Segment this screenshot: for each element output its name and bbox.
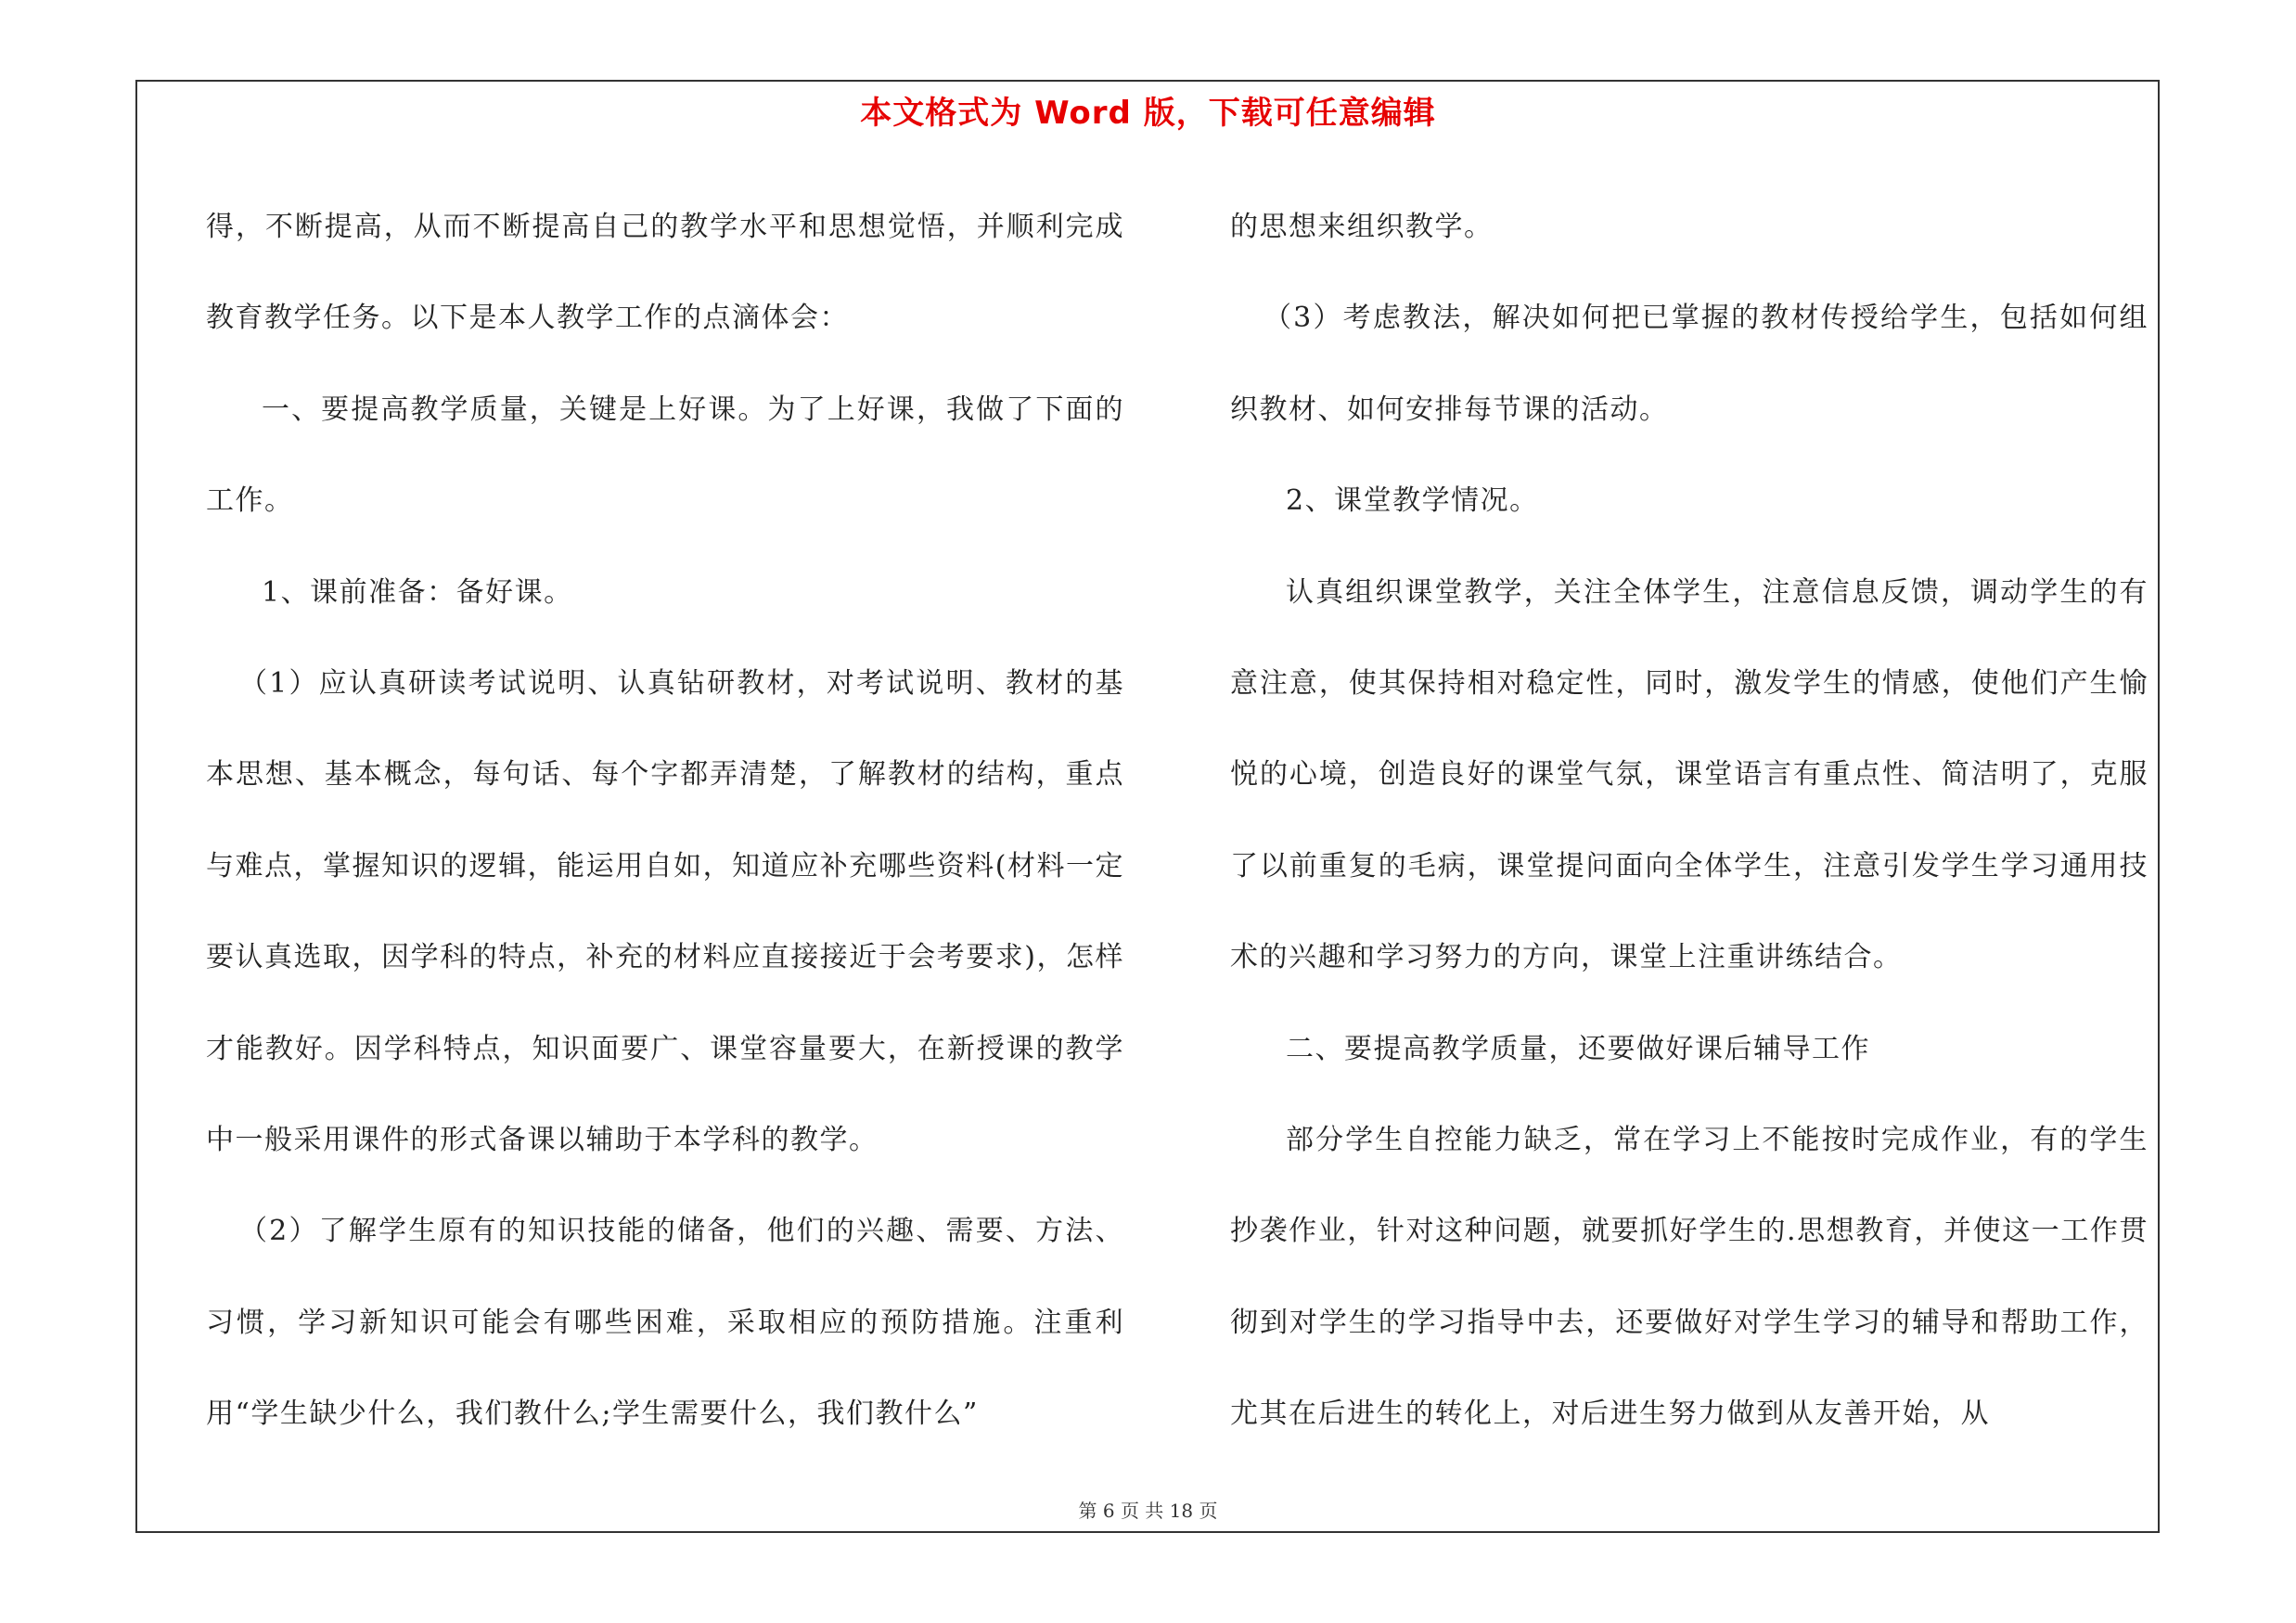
left-paragraph-5: （2）了解学生原有的知识技能的储备，他们的兴趣、需要、方法、习惯，学习新知识可能会有哪些困难，采取相应的预防措施。注重利用“学生缺少什么，我们教什么;学生需要什么，我们教什么”	[206, 1215, 1124, 1431]
right-column	[1230, 182, 2148, 1461]
right-paragraph-3: 2、课堂教学情况。	[1286, 484, 1539, 518]
right-paragraph-4: 认真组织课堂教学，关注全体学生，注意信息反馈，调动学生的有意注意，使其保持相对稳定性，同时，激发学生的情感，使他们产生愉悦的心境，创造良好的课堂气氛，课堂语言有重点性、简洁明了，克服了以前重复的毛病，课堂提问面向全体学生，注意引发学生学习通用技术的兴趣和学习努力的方向，课堂上注重讲练结合。	[1230, 575, 2148, 974]
left-paragraph-3: 1、课前准备：备好课。	[262, 575, 573, 609]
left-paragraph-4: （1）应认真研读考试说明、认真钻研教材，对考试说明、教材的基本思想、基本概念，每句话、每个字都弄清楚，了解教材的结构，重点与难点，掌握知识的逻辑，能运用自如，知道应补充哪些资料(材料一定要认真选取，因学科的特点，补充的材料应直接接近于会考要求)，怎样才能教好。因学科特点，知识面要广、课堂容量要大，在新授课的教学中一般采用课件的形式备课以辅助于本学科的教学。	[206, 667, 1125, 1157]
left-paragraph-1: 得，不断提高，从而不断提高自己的教学水平和思想觉悟，并顺利完成教育教学任务。以下是本人教学工作的点滴体会：	[206, 211, 1124, 335]
right-paragraph-6: 部分学生自控能力缺乏，常在学习上不能按时完成作业，有的学生抄袭作业，针对这种问题，就要抓好学生的.思想教育，并使这一工作贯彻到对学生的学习指导中去，还要做好对学生学习的辅导和帮助工作，尤其在后进生的转化上，对后进生努力做到从友善开始，从	[1230, 1124, 2148, 1431]
format-banner: 本文格式为 Word 版，下载可任意编辑	[860, 95, 1436, 132]
right-paragraph-5: 二、要提高教学质量，还要做好课后辅导工作	[1286, 1032, 1870, 1065]
left-column	[206, 182, 1124, 1461]
page-number-footer: 第 6 页 共 18 页	[1078, 1500, 1218, 1522]
right-paragraph-1: 的思想来组织教学。	[1230, 211, 1494, 243]
left-paragraph-2: 一、要提高教学质量，关键是上好课。为了上好课，我做了下面的工作。	[206, 393, 1124, 518]
right-paragraph-2: （3）考虑教法，解决如何把已掌握的教材传授给学生，包括如何组织教材、如何安排每节课的活动。	[1230, 302, 2148, 426]
